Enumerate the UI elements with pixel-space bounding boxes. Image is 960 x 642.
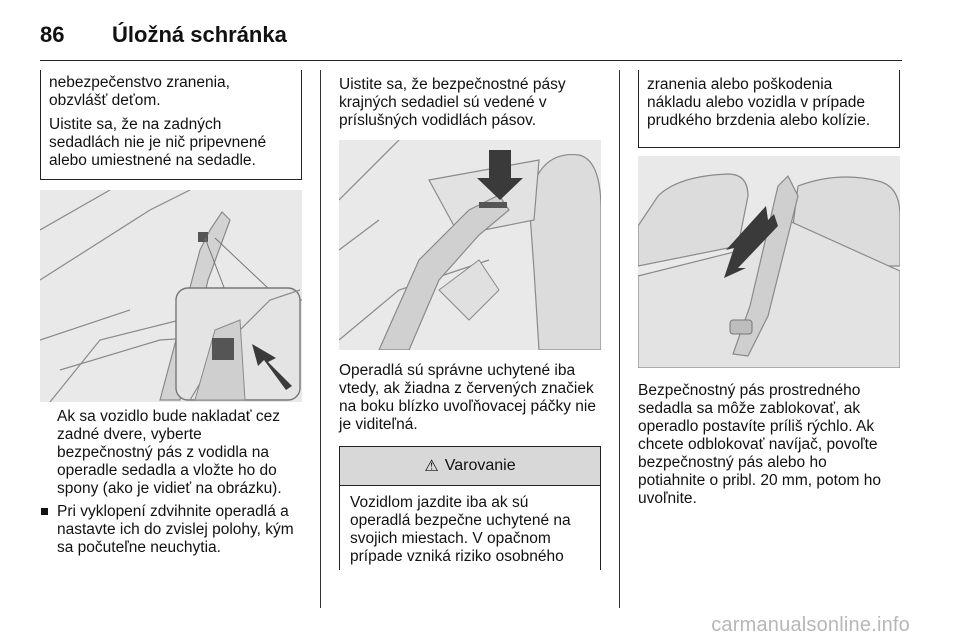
text-line: Uistite sa, že na zadných <box>49 116 222 133</box>
illustration-middle-belt <box>638 156 900 368</box>
page-title: Úložná schránka <box>112 22 287 47</box>
warning-box <box>339 446 601 570</box>
warning-title: Varovanie <box>444 457 516 474</box>
caution-continuation-box <box>40 70 302 180</box>
text-line: obzvlášť deťom. <box>49 92 161 109</box>
warning-body <box>340 486 600 566</box>
text-line: nákladu alebo vozidla v prípade <box>647 94 866 111</box>
text-line: sedadlách nie je nič pripevnené <box>49 134 267 151</box>
text-line: prudkého brzdenia alebo kolízie. <box>647 112 871 129</box>
text-line: zranenia alebo poškodenia <box>647 76 833 93</box>
text-line: sedadla sa môže zablokovať, ak <box>638 400 861 417</box>
header-rule <box>40 60 902 61</box>
instruction-paragraph <box>339 362 607 434</box>
text-line: sa počuteľne neuchytia. <box>57 539 221 556</box>
text-line: alebo umiestnené na sedadle. <box>49 152 256 169</box>
warning-continuation-box <box>638 70 900 148</box>
warning-header <box>340 447 600 486</box>
text-line: operadlá bezpečne uchytené na <box>350 512 571 529</box>
warning-triangle-icon: ⚠ <box>424 458 439 475</box>
bullet-square-icon <box>41 508 48 515</box>
text-line: nebezpečenstvo zranenia, <box>49 74 230 91</box>
text-line: vtedy, ak žiadna z červených značiek <box>339 380 594 397</box>
instruction-paragraph <box>57 408 307 498</box>
text-line: je viditeľná. <box>339 416 418 433</box>
text-line: Vozidlom jazdite iba ak sú <box>350 494 529 511</box>
text-line: nastavte ich do zvislej polohy, kým <box>57 521 294 538</box>
text-line: Bezpečnostný pás prostredného <box>638 382 861 399</box>
illustration-belt-guide <box>339 140 601 350</box>
column-divider <box>320 70 321 608</box>
text-line: prípade vzniká riziko osobného <box>350 548 564 565</box>
middle-seatbelt-illustration <box>638 156 900 368</box>
text-line: bezpečnostný pás z vodidla na <box>57 444 269 461</box>
text-line: uvoľnite. <box>638 490 697 507</box>
bullet-list <box>39 503 309 557</box>
text-line: na boku blízko uvoľňovacej páčky nie <box>339 398 596 415</box>
text-line: potiahnite o pribl. 20 mm, potom ho <box>638 472 881 489</box>
list-item <box>39 503 309 557</box>
text-line: spony (ako je vidieť na obrázku). <box>57 480 282 497</box>
illustration-cargo-seatbelt <box>40 190 302 402</box>
text-line: Pri vyklopení zdvihnite operadlá a <box>57 503 289 520</box>
instruction-paragraph <box>638 382 906 508</box>
watermark: carmanualsonline.info <box>711 614 910 636</box>
text-line: bezpečnostný pás alebo ho <box>638 454 827 471</box>
text-line: Ak sa vozidlo bude nakladať cez <box>57 408 280 425</box>
text-line: operadlo postavíte príliš rýchlo. Ak <box>638 418 875 435</box>
text-line: svojich miestach. V opačnom <box>350 530 551 547</box>
text-line: Operadlá sú správne uchytené iba <box>339 362 576 379</box>
text-line: zadné dvere, vyberte <box>57 426 202 443</box>
text-line: chcete odblokovať navíjač, povoľte <box>638 436 878 453</box>
belt-guide-illustration <box>339 140 601 350</box>
text-line: príslušných vodidlách pásov. <box>339 112 537 129</box>
text-line: krajných sedadiel sú vedené v <box>339 94 547 111</box>
page-number: 86 <box>40 22 65 47</box>
intro-paragraph <box>339 76 604 130</box>
column-divider <box>619 70 620 608</box>
text-line: Uistite sa, že bezpečnostné pásy <box>339 76 566 93</box>
seatbelt-guide-illustration <box>40 190 302 402</box>
text-line: operadle sedadla a vložte ho do <box>57 462 277 479</box>
